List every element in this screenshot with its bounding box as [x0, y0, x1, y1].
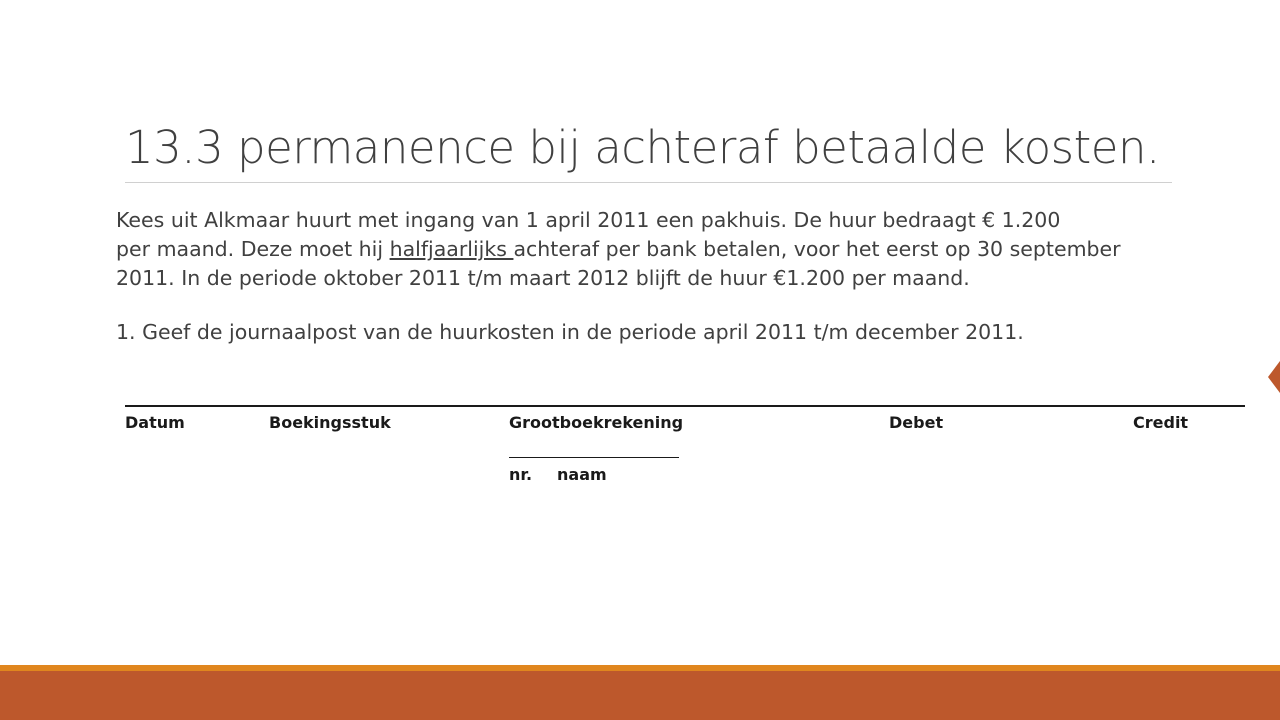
subcolumn-nr: nr.: [509, 465, 533, 484]
column-datum: Datum: [125, 413, 185, 432]
column-boekingsstuk: Boekingsstuk: [269, 413, 391, 432]
assignment-line-2-end: achteraf per bank betalen, voor het eerst op 30 september: [513, 237, 1121, 261]
title-divider: [125, 182, 1172, 183]
grootboek-subheader-rule: [509, 457, 679, 458]
footer-bar: [0, 671, 1280, 720]
next-slide-arrow-icon[interactable]: [1268, 361, 1280, 393]
subcolumn-naam: naam: [557, 465, 607, 484]
column-grootboekrekening: Grootboekrekening: [509, 413, 684, 432]
assignment-line-3: 2011. In de periode oktober 2011 t/m maart 2012 blijft de huur €1.200 per maand.: [116, 266, 970, 290]
column-debet: Debet: [889, 413, 944, 432]
slide-title: 13.3 permanence bij achteraf betaalde kosten.: [125, 121, 1160, 174]
assignment-line-1: Kees uit Alkmaar huurt met ingang van 1 april 2011 een pakhuis. De huur bedraagt € 1.200: [116, 208, 1061, 232]
question-1: 1. Geef de journaalpost van de huurkosten in de periode april 2011 t/m december 2011.: [116, 320, 1024, 344]
underlined-term: halfjaarlijks: [389, 237, 514, 261]
assignment-line-2-start: per maand. Deze moet hij: [116, 237, 390, 261]
assignment-line-2: [116, 235, 1196, 264]
journal-header-rule: [125, 405, 1245, 407]
column-credit: Credit: [1133, 413, 1189, 432]
assignment-text: [116, 206, 1196, 293]
